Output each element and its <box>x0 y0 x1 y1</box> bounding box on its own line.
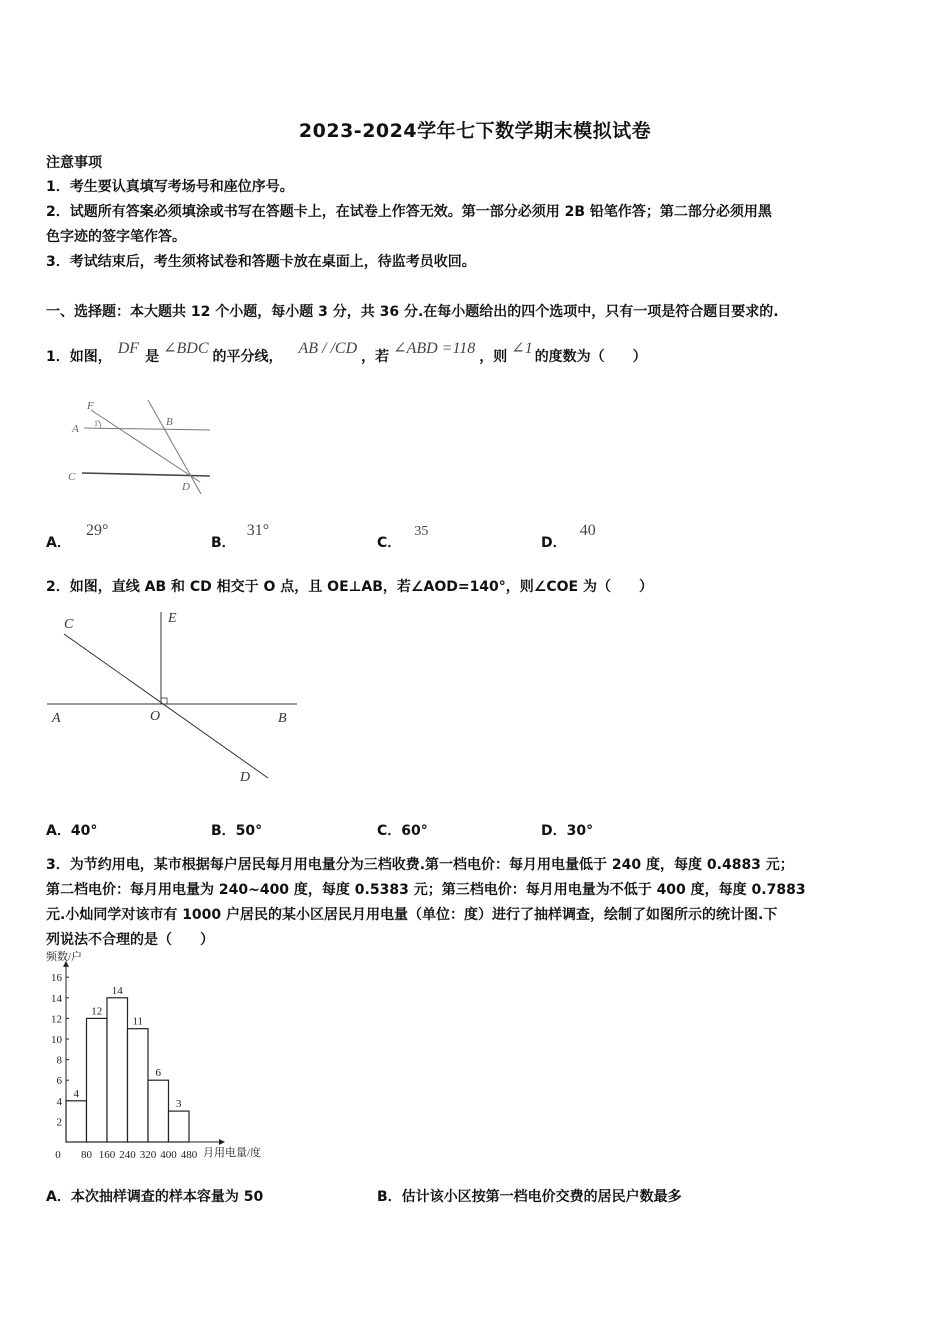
bar <box>107 998 128 1142</box>
q1-option-a[interactable] <box>46 520 109 551</box>
option-letter: C． <box>377 535 402 551</box>
q1-math-angle1: ∠1 <box>511 340 533 357</box>
x-tick-label: 240 <box>119 1149 136 1161</box>
option-value: 50° <box>235 823 263 839</box>
question-3-line-4: 列说法不合理的是（ ） <box>46 932 214 948</box>
y-tick-label: 10 <box>51 1034 62 1046</box>
line-ab <box>84 428 210 430</box>
q2-option-d[interactable] <box>541 820 593 840</box>
bar <box>128 1029 149 1142</box>
option-text: 估计该小区按第一档电价交费的居民户数最多 <box>401 1189 682 1205</box>
option-value: 60° <box>401 823 428 839</box>
option-value: 31° <box>246 522 270 539</box>
q2-option-a[interactable] <box>46 820 97 840</box>
q1-option-d[interactable] <box>541 520 596 551</box>
y-tick-label: 8 <box>56 1054 62 1067</box>
notice-item-2-cont: 色字迹的签字笔作答。 <box>46 229 186 245</box>
angle-1-arc <box>98 420 101 429</box>
notice-heading: 注意事项 <box>46 155 102 171</box>
option-letter: B． <box>211 535 236 551</box>
q1-text-5: 的度数为（ ） <box>534 349 647 365</box>
x-tick-label: 160 <box>98 1149 116 1161</box>
q1-option-c[interactable] <box>377 520 429 551</box>
label-d: D <box>240 770 251 785</box>
q2-figure <box>44 606 304 792</box>
label-a: A <box>72 423 79 435</box>
line-bd <box>148 400 201 494</box>
option-letter: A． <box>46 1189 71 1205</box>
option-letter: D． <box>541 535 567 551</box>
chart-bars <box>66 998 189 1142</box>
q1-text-2: 的平分线， <box>212 349 283 365</box>
x-tick-label: 480 <box>180 1149 198 1161</box>
question-3-line-1: 3．为节约用电，某市根据每户居民每月用电量分为三档收费.第一档电价：每月用电量低于 240 度，每度 0.4883 元； <box>46 857 794 873</box>
q1-text-1: 是 <box>145 349 160 365</box>
q1-figure <box>60 390 230 505</box>
bar <box>169 1111 190 1142</box>
q3-histogram <box>40 948 290 1166</box>
notice-item-2: 2．试题所有答案必须填涂或书写在答题卡上，在试卷上作答无效。第一部分必须用 2B 铅笔作答；第二部分必须用黑 <box>46 204 772 220</box>
y-tick-label: 4 <box>56 1095 62 1108</box>
q1-math-abd: ∠ABD =118 <box>393 340 476 357</box>
bar-value-label: 4 <box>73 1087 79 1100</box>
option-letter: D． <box>541 823 567 839</box>
y-axis-label: 频数/户 <box>46 951 83 963</box>
label-b: B <box>166 416 173 428</box>
bar-value-label: 11 <box>132 1015 144 1028</box>
x-axis-arrow <box>219 1139 225 1145</box>
bar <box>66 1101 87 1142</box>
option-value: 35 <box>414 524 429 539</box>
option-letter: B． <box>377 1189 402 1205</box>
label-b: B <box>278 711 287 726</box>
y-tick-label: 6 <box>56 1075 62 1088</box>
option-letter: A． <box>46 823 71 839</box>
option-value: 40° <box>70 823 98 839</box>
q3-option-b[interactable] <box>377 1186 682 1208</box>
question-2-stem: 2．如图，直线 AB 和 CD 相交于 O 点，且 OE⊥AB，若∠AOD=140°，则∠COE 为（ ） <box>46 579 653 595</box>
label-a: A <box>52 711 61 726</box>
q1-text-4: ，则 <box>479 349 508 365</box>
q1-math-bdc: ∠BDC <box>163 340 209 357</box>
option-text: 本次抽样调查的样本容量为 50 <box>70 1189 264 1205</box>
label-e: E <box>168 611 177 626</box>
y-tick-label: 16 <box>51 972 62 985</box>
option-value: 40 <box>579 522 596 539</box>
y-tick-label: 2 <box>56 1116 62 1129</box>
question-3-line-2: 第二档电价：每月用电量为 240~400 度，每度 0.5383 元；第三档电价：每月用电量为不低于 400 度，每度 0.7883 <box>46 882 806 898</box>
label-1: 1 <box>94 419 98 428</box>
option-letter: B． <box>211 823 236 839</box>
label-c: C <box>68 471 76 483</box>
line-cd <box>64 634 268 778</box>
q2-option-b[interactable] <box>211 820 262 840</box>
label-o: O <box>150 709 161 724</box>
label-f: F <box>87 400 94 412</box>
q1-math-ab-cd: AB / /CD <box>298 340 358 357</box>
q1-prefix: 1．如图， <box>46 349 112 365</box>
q1-text-3: ，若 <box>361 349 390 365</box>
notice-item-3: 3．考试结束后，考生须将试卷和答题卡放在桌面上，待监考员收回。 <box>46 254 476 270</box>
q1-option-b[interactable] <box>211 520 270 551</box>
bar <box>148 1080 169 1142</box>
option-value: 30° <box>566 823 594 839</box>
option-letter: A． <box>46 535 71 551</box>
option-value: 29° <box>85 522 109 539</box>
question-3-line-3: 元.小灿同学对该市有 1000 户居民的某小区居民月用电量（单位：度）进行了抽样调查，绘制了如图所示的统计图.下 <box>46 907 778 923</box>
line-fd <box>91 410 200 482</box>
x-axis-label: 月用电量/度 <box>203 1147 262 1159</box>
q3-option-a[interactable] <box>46 1186 263 1208</box>
bar <box>87 1018 108 1142</box>
page-title: 2023-2024学年七下数学期末模拟试卷 <box>298 120 652 142</box>
label-d: D <box>182 481 190 493</box>
option-letter: C． <box>377 823 402 839</box>
notice-item-1: 1．考生要认真填写考场号和座位序号。 <box>46 179 294 195</box>
bar-value-label: 12 <box>91 1005 103 1018</box>
bar-value-label: 3 <box>176 1098 182 1111</box>
y-tick-label: 14 <box>51 992 62 1005</box>
bar-value-label: 14 <box>111 984 123 997</box>
q1-math-df: DF <box>117 340 140 357</box>
label-c: C <box>64 617 74 632</box>
x-tick-label: 0 <box>55 1149 61 1161</box>
q2-option-c[interactable] <box>377 820 428 840</box>
x-tick-label: 400 <box>160 1149 177 1161</box>
y-tick-label: 12 <box>51 1013 62 1026</box>
section-heading: 一、选择题：本大题共 12 个小题，每小题 3 分，共 36 分.在每小题给出的四个选项中，只有一项是符合题目要求的. <box>46 304 779 320</box>
bar-value-label: 6 <box>155 1067 161 1080</box>
x-tick-label: 320 <box>139 1149 157 1161</box>
x-tick-label: 80 <box>81 1149 92 1161</box>
question-1-stem <box>46 338 647 368</box>
